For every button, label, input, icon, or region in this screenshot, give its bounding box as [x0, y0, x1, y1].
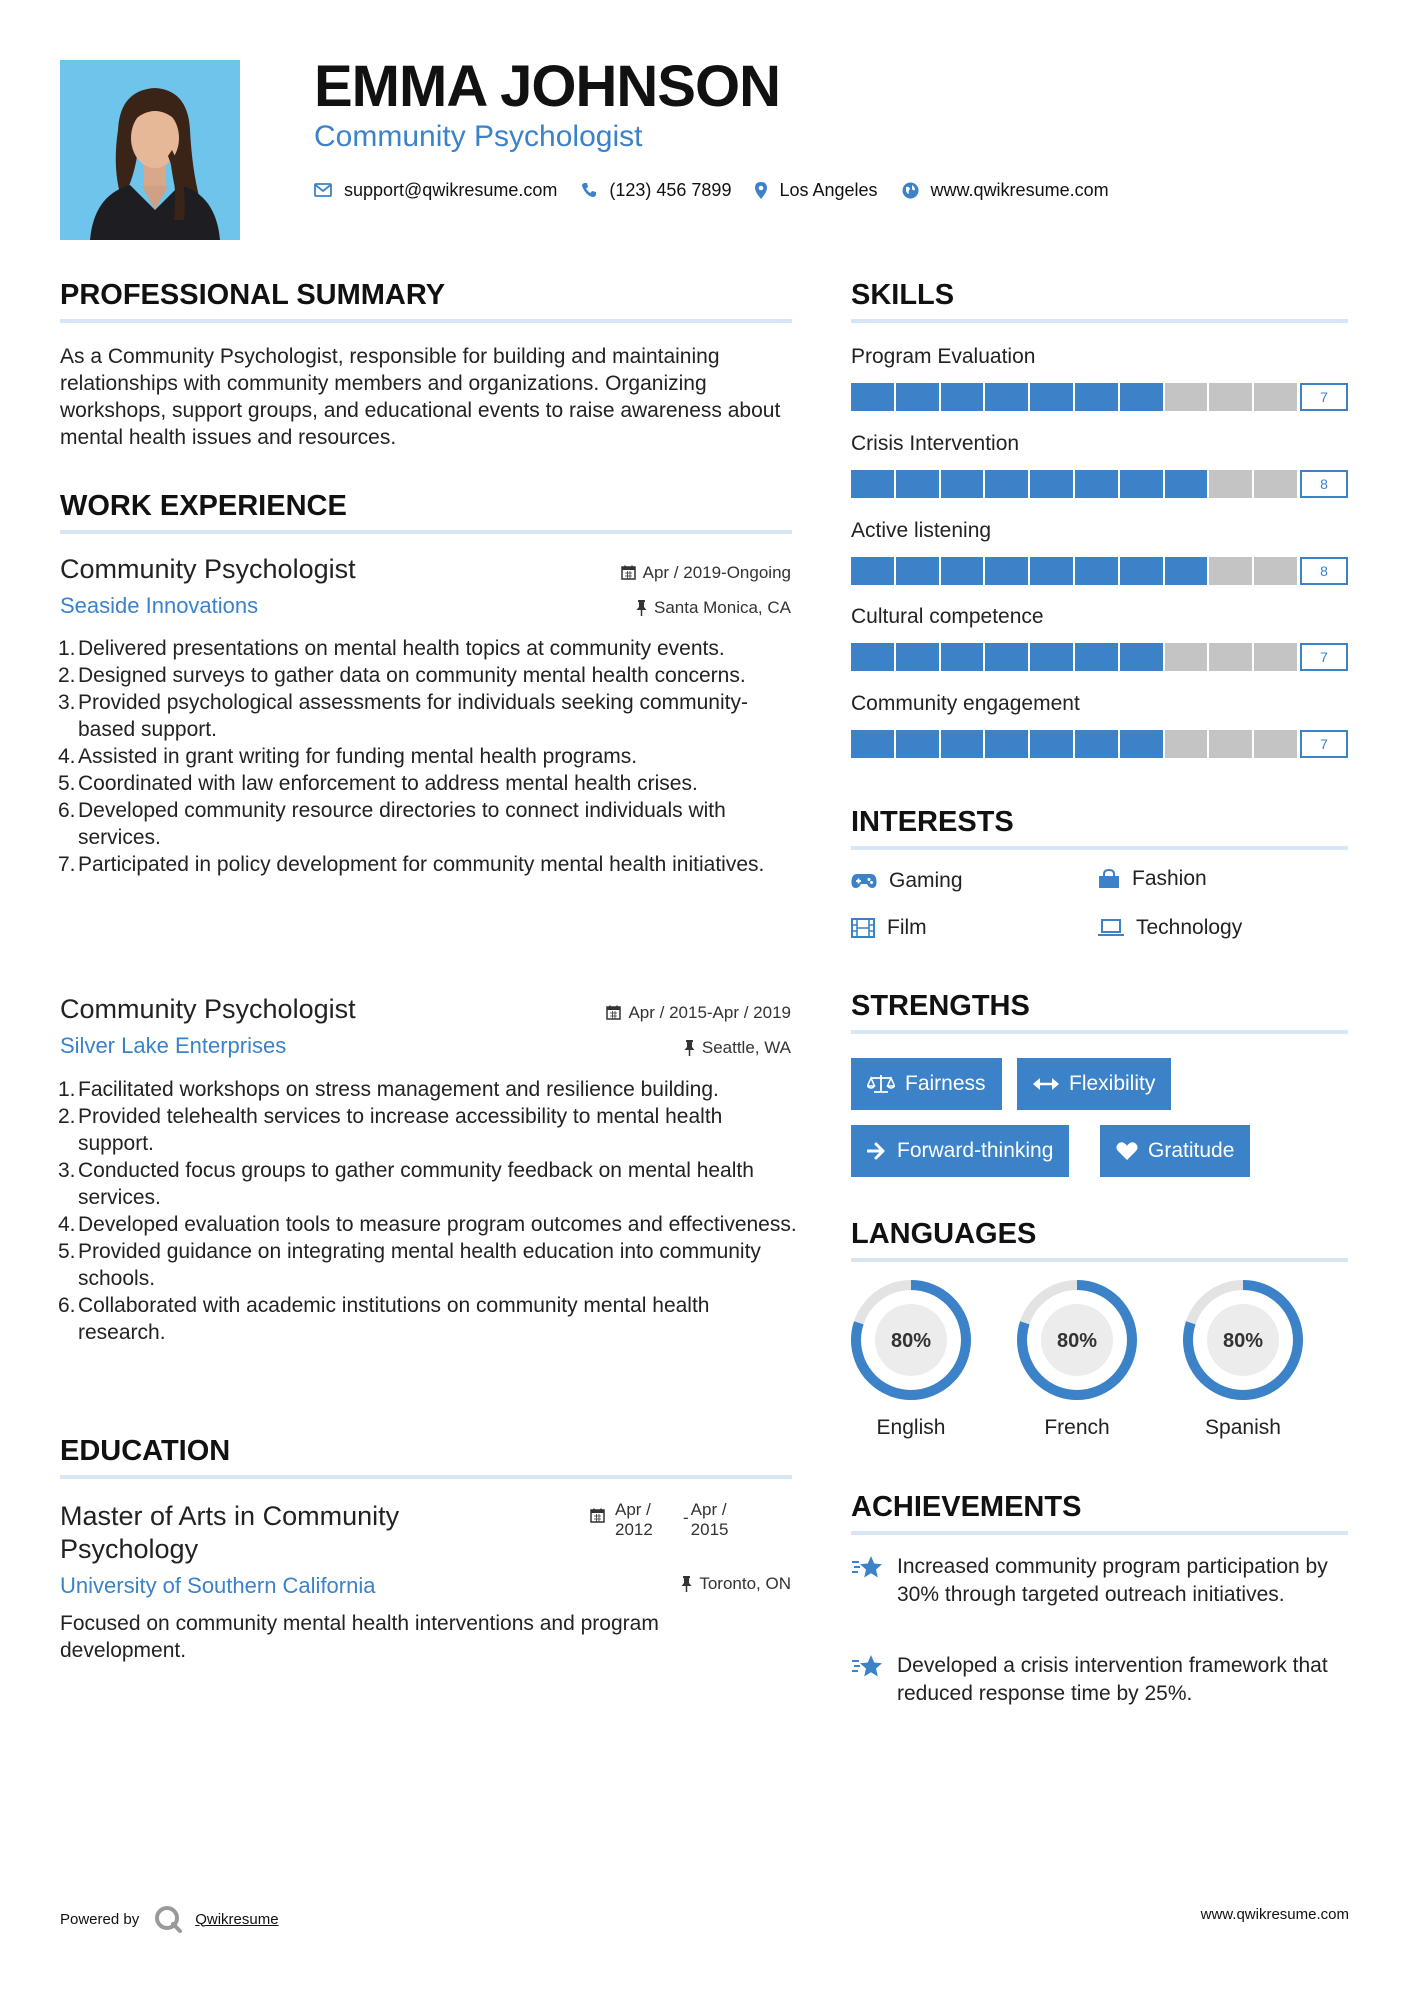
skill-bar-empty-segment — [1254, 383, 1297, 411]
skill-bar-filled-segment — [941, 730, 984, 758]
skill-bar-filled-segment — [941, 383, 984, 411]
job-company: Silver Lake Enterprises — [60, 1033, 287, 1058]
list-text: Provided telehealth services to increase accessibility to mental health support. — [78, 1105, 723, 1155]
skill-bar-empty-segment — [1209, 730, 1252, 758]
skill-name: Cultural competence — [851, 605, 1044, 628]
skill-bar — [851, 470, 1299, 498]
education-dates — [590, 1500, 737, 1540]
arrows-horizontal-icon — [1033, 1077, 1059, 1091]
portrait-image — [60, 60, 240, 240]
interest-film — [851, 917, 927, 938]
summary-divider — [60, 319, 792, 323]
contact-location — [755, 180, 877, 201]
list-item — [60, 1238, 800, 1292]
skill-bar-filled-segment — [985, 470, 1028, 498]
skill-bar-empty-segment — [1254, 730, 1297, 758]
laptop-icon — [1098, 919, 1124, 937]
skill-name: Program Evaluation — [851, 345, 1036, 368]
achievement-text: Developed a crisis intervention framework that reduced response time by 25%. — [897, 1654, 1328, 1705]
skill-bar-filled-segment — [896, 383, 939, 411]
calendar-icon — [590, 1508, 605, 1523]
skill-bar-filled-segment — [1120, 383, 1163, 411]
skill-bar — [851, 643, 1299, 671]
list-number: 4. — [58, 745, 76, 768]
experience-heading: WORK EXPERIENCE — [60, 490, 347, 522]
achievement-item — [851, 1553, 1351, 1609]
list-text: Provided psychological assessments for individuals seeking community-based support. — [78, 691, 748, 741]
skill-bar-filled-segment — [851, 730, 894, 758]
language-ring — [1182, 1279, 1304, 1401]
list-text: Collaborated with academic institutions on community mental health research. — [78, 1294, 710, 1344]
school-name: University of Southern California — [60, 1573, 376, 1598]
skill-name: Community engagement — [851, 692, 1080, 715]
heart-icon — [1116, 1141, 1138, 1161]
skill-bar-filled-segment — [985, 557, 1028, 585]
interest-label: Technology — [1136, 916, 1243, 939]
education-divider — [60, 1475, 792, 1479]
skill-bar-filled-segment — [1165, 470, 1208, 498]
pushpin-icon — [636, 600, 647, 616]
skill-bar-filled-segment — [1075, 470, 1118, 498]
interests-divider — [851, 846, 1348, 850]
phone-text: (123) 456 7899 — [609, 179, 732, 200]
pushpin-icon — [684, 1040, 695, 1056]
education-location-text: Toronto, ON — [699, 1574, 791, 1593]
list-text: Participated in policy development for community mental health initiatives. — [78, 853, 765, 876]
list-number: 4. — [58, 1213, 76, 1236]
interests-heading: INTERESTS — [851, 806, 1014, 838]
list-item — [60, 1103, 800, 1157]
footer-branding — [60, 1904, 279, 1934]
strength-chip-gratitude — [1100, 1125, 1250, 1177]
interest-fashion — [1098, 868, 1207, 889]
skill-level: 8 — [1300, 557, 1348, 585]
skill-level: 8 — [1300, 470, 1348, 498]
skill-bar-filled-segment — [896, 470, 939, 498]
progress-ring — [1182, 1279, 1304, 1401]
language-percent: 80% — [1056, 1330, 1098, 1352]
skill-bar-filled-segment — [1075, 643, 1118, 671]
skill-bar-filled-segment — [1120, 557, 1163, 585]
list-text: Assisted in grant writing for funding mental health programs. — [78, 745, 638, 768]
job-title: Community Psychologist — [60, 554, 356, 584]
interest-label: Film — [887, 916, 927, 939]
job-dates — [606, 1004, 791, 1021]
skill-bar-empty-segment — [1254, 470, 1297, 498]
job-location — [684, 1039, 791, 1056]
list-number: 1. — [58, 1078, 76, 1101]
job-responsibilities — [60, 635, 800, 878]
powered-by-text: Powered by — [60, 1910, 140, 1928]
skill-bar-filled-segment — [1030, 557, 1073, 585]
calendar-icon — [606, 1005, 621, 1020]
skill-bar — [851, 557, 1299, 585]
skill-bar — [851, 383, 1299, 411]
shopping-bag-icon — [1098, 869, 1120, 889]
skill-bar-empty-segment — [1165, 383, 1208, 411]
language-percent: 80% — [1222, 1330, 1264, 1352]
skill-bar-filled-segment — [896, 730, 939, 758]
skills-heading: SKILLS — [851, 279, 955, 311]
achievements-heading: ACHIEVEMENTS — [851, 1491, 1082, 1523]
skill-level: 7 — [1300, 730, 1348, 758]
list-number: 6. — [58, 1294, 76, 1317]
skill-bar-filled-segment — [1075, 557, 1118, 585]
list-item — [60, 1292, 800, 1346]
list-item — [60, 1076, 800, 1103]
skill-bar-filled-segment — [941, 557, 984, 585]
website-text: www.qwikresume.com — [930, 179, 1109, 200]
education-end: Apr / 2015 — [690, 1500, 729, 1539]
skill-bar-empty-segment — [1209, 557, 1252, 585]
skill-level: 7 — [1300, 643, 1348, 671]
language-name: French — [1044, 1416, 1110, 1439]
strengths-divider — [851, 1030, 1348, 1034]
achievement-text: Increased community program participation by 30% through targeted outreach initiatives. — [897, 1555, 1328, 1606]
languages-divider — [851, 1258, 1348, 1262]
progress-ring — [1016, 1279, 1138, 1401]
list-number: 3. — [58, 691, 76, 714]
skill-bar-filled-segment — [851, 643, 894, 671]
candidate-name: EMMA JOHNSON — [314, 54, 780, 119]
skill-bar-filled-segment — [1120, 470, 1163, 498]
achievements-divider — [851, 1531, 1348, 1535]
skill-bar-filled-segment — [941, 470, 984, 498]
language-ring — [850, 1279, 972, 1401]
interest-label: Gaming — [889, 869, 963, 892]
skill-bar-filled-segment — [1120, 730, 1163, 758]
skill-bar-empty-segment — [1254, 643, 1297, 671]
list-number: 5. — [58, 772, 76, 795]
job-company: Seaside Innovations — [60, 593, 259, 618]
list-item — [60, 689, 800, 743]
list-text: Coordinated with law enforcement to address mental health crises. — [78, 772, 698, 795]
skill-bar-filled-segment — [896, 643, 939, 671]
job-location-text: Santa Monica, CA — [653, 598, 791, 617]
education-heading: EDUCATION — [60, 1435, 231, 1467]
contact-email[interactable] — [314, 180, 557, 201]
list-number: 2. — [58, 664, 76, 687]
contact-website[interactable] — [902, 180, 1109, 201]
list-item — [60, 1211, 800, 1238]
gamepad-icon — [851, 873, 877, 889]
job-dates-text: Apr / 2015-Apr / 2019 — [628, 1003, 791, 1022]
contact-bar — [314, 178, 1133, 202]
interest-gaming — [851, 870, 963, 891]
skill-bar-filled-segment — [896, 557, 939, 585]
strengths-heading: STRENGTHS — [851, 990, 1030, 1022]
pushpin-icon — [681, 1576, 692, 1592]
list-text: Conducted focus groups to gather community feedback on mental health services. — [78, 1159, 754, 1209]
footer-website[interactable]: www.qwikresume.com — [1200, 1906, 1349, 1923]
skill-bar-filled-segment — [851, 557, 894, 585]
skill-bar-filled-segment — [985, 643, 1028, 671]
skill-bar-filled-segment — [1120, 643, 1163, 671]
strength-chip-flexibility — [1017, 1058, 1171, 1110]
strength-label: Forward-thinking — [897, 1139, 1054, 1162]
skill-bar-filled-segment — [941, 643, 984, 671]
skills-divider — [851, 319, 1348, 323]
list-text: Developed evaluation tools to measure program outcomes and effectiveness. — [78, 1213, 797, 1236]
language-ring — [1016, 1279, 1138, 1401]
job-location-text: Seattle, WA — [701, 1038, 791, 1057]
achievement-item — [851, 1652, 1351, 1708]
list-number: 1. — [58, 637, 76, 660]
education-start: Apr / 2012 — [615, 1500, 653, 1539]
skill-bar-filled-segment — [1165, 557, 1208, 585]
location-text: Los Angeles — [779, 179, 878, 200]
brand-link[interactable]: Qwikresume — [195, 1910, 279, 1928]
skill-bar-filled-segment — [851, 470, 894, 498]
skill-bar-filled-segment — [1075, 383, 1118, 411]
skill-level: 7 — [1300, 383, 1348, 411]
skill-bar-empty-segment — [1254, 557, 1297, 585]
skill-bar-filled-segment — [851, 383, 894, 411]
list-text: Provided guidance on integrating mental health education into community schools. — [78, 1240, 761, 1290]
date-separator: - — [683, 1508, 689, 1527]
star-icon — [851, 1555, 885, 1581]
summary-heading: PROFESSIONAL SUMMARY — [60, 279, 446, 311]
strength-chip-forward-thinking — [851, 1125, 1069, 1177]
calendar-icon — [621, 565, 636, 580]
email-text: support@qwikresume.com — [344, 179, 558, 200]
strength-label: Gratitude — [1148, 1139, 1235, 1162]
skill-bar-filled-segment — [985, 730, 1028, 758]
star-icon — [851, 1654, 885, 1680]
balance-scale-icon — [867, 1074, 895, 1094]
skill-bar-empty-segment — [1209, 383, 1252, 411]
skill-bar-filled-segment — [1075, 730, 1118, 758]
profile-photo — [60, 60, 240, 240]
list-text: Designed surveys to gather data on community mental health concerns. — [78, 664, 746, 687]
envelope-icon — [314, 183, 332, 197]
education-location — [681, 1575, 791, 1592]
list-item — [60, 635, 800, 662]
skill-bar-empty-segment — [1165, 643, 1208, 671]
interest-technology — [1098, 917, 1242, 938]
skill-bar — [851, 730, 1299, 758]
list-item — [60, 743, 800, 770]
job-dates-text: Apr / 2019-Ongoing — [642, 563, 791, 582]
list-number: 5. — [58, 1240, 76, 1263]
list-number: 6. — [58, 799, 76, 822]
degree-title: Master of Arts in Community Psychology — [60, 1501, 400, 1564]
list-item — [60, 797, 800, 851]
list-item — [60, 1157, 800, 1211]
list-text: Facilitated workshops on stress management and resilience building. — [78, 1078, 719, 1101]
skill-bar-empty-segment — [1165, 730, 1208, 758]
list-number: 2. — [58, 1105, 76, 1128]
list-item — [60, 851, 800, 878]
list-number: 3. — [58, 1159, 76, 1182]
job-title: Community Psychologist — [60, 994, 356, 1024]
skill-bar-empty-segment — [1209, 470, 1252, 498]
skill-bar-filled-segment — [1030, 470, 1073, 498]
language-name: Spanish — [1205, 1416, 1281, 1439]
job-dates — [621, 564, 791, 581]
list-item — [60, 662, 800, 689]
map-pin-icon — [755, 182, 767, 199]
language-percent: 80% — [890, 1330, 932, 1352]
strength-label: Fairness — [905, 1072, 986, 1095]
skill-bar-empty-segment — [1209, 643, 1252, 671]
skill-bar-filled-segment — [985, 383, 1028, 411]
skill-bar-filled-segment — [1030, 730, 1073, 758]
skill-name: Active listening — [851, 519, 992, 542]
list-text: Delivered presentations on mental health topics at community events. — [78, 637, 725, 660]
skill-name: Crisis Intervention — [851, 432, 1020, 455]
arrow-right-icon — [867, 1142, 887, 1160]
progress-ring — [850, 1279, 972, 1401]
languages-heading: LANGUAGES — [851, 1218, 1037, 1250]
job-responsibilities — [60, 1076, 800, 1346]
film-icon — [851, 918, 875, 938]
language-name: English — [876, 1416, 946, 1439]
list-text: Developed community resource directories to connect individuals with services. — [78, 799, 726, 849]
qwikresume-logo-icon — [153, 1904, 183, 1934]
experience-divider — [60, 530, 792, 534]
summary-text: As a Community Psychologist, responsible for building and maintaining relationships with community members and organizations. Organizing workshops, support groups, and educational events to raise awareness about mental health issues and resources. — [60, 345, 781, 449]
list-number: 7. — [58, 853, 76, 876]
contact-phone[interactable] — [581, 180, 731, 201]
globe-icon — [902, 182, 919, 199]
strength-label: Flexibility — [1069, 1072, 1156, 1095]
candidate-title: Community Psychologist — [314, 120, 643, 153]
list-item — [60, 770, 800, 797]
skill-bar-filled-segment — [1030, 643, 1073, 671]
job-location — [636, 599, 791, 616]
phone-icon — [581, 182, 597, 198]
strength-chip-fairness — [851, 1058, 1002, 1110]
skill-bar-filled-segment — [1030, 383, 1073, 411]
interest-label: Fashion — [1132, 867, 1207, 890]
education-description: Focused on community mental health interventions and program development. — [60, 1612, 659, 1662]
